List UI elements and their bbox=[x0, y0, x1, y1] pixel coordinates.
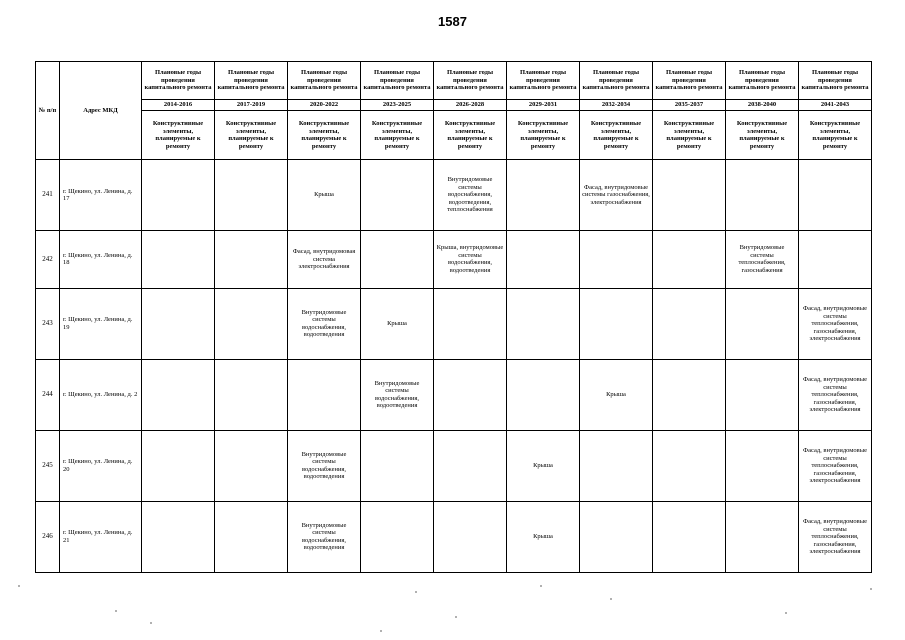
repair-elements-cell bbox=[215, 160, 288, 231]
repair-elements-cell bbox=[507, 160, 580, 231]
repair-elements-cell: Внутридомовые системы водоснабжения, водоотведения bbox=[288, 288, 361, 359]
period-years-header: 2035-2037 bbox=[653, 100, 726, 111]
repair-elements-cell: Внутридомовые системы теплоснабжения, газоснабжения bbox=[726, 231, 799, 289]
row-number: 246 bbox=[36, 501, 60, 572]
repair-elements-cell bbox=[653, 501, 726, 572]
period-title-header: Плановые годы проведения капитального ремонта bbox=[507, 62, 580, 100]
repair-elements-cell: Крыша bbox=[507, 430, 580, 501]
table-row bbox=[36, 288, 872, 359]
row-number: 243 bbox=[36, 288, 60, 359]
row-address: г. Щекино, ул. Ленина, д. 21 bbox=[60, 501, 142, 572]
table-body bbox=[36, 160, 872, 573]
period-years-header: 2020-2022 bbox=[288, 100, 361, 111]
scan-speck bbox=[610, 598, 612, 600]
scan-speck bbox=[870, 588, 872, 590]
scan-speck bbox=[455, 616, 457, 618]
repair-elements-cell bbox=[434, 288, 507, 359]
period-years-header: 2032-2034 bbox=[580, 100, 653, 111]
period-title-header: Плановые годы проведения капитального ремонта bbox=[653, 62, 726, 100]
repair-elements-cell bbox=[726, 288, 799, 359]
repair-elements-cell bbox=[653, 359, 726, 430]
table-row bbox=[36, 501, 872, 572]
row-number: 245 bbox=[36, 430, 60, 501]
repair-elements-cell bbox=[142, 359, 215, 430]
row-address: г. Щекино, ул. Ленина, д. 2 bbox=[60, 359, 142, 430]
repair-elements-cell bbox=[580, 231, 653, 289]
repair-elements-cell bbox=[288, 359, 361, 430]
table-row bbox=[36, 160, 872, 231]
repair-elements-cell bbox=[434, 501, 507, 572]
repair-elements-cell bbox=[726, 430, 799, 501]
period-elements-header: Конструктивные элементы, планируемые к ремонту bbox=[142, 111, 215, 160]
repair-elements-cell bbox=[653, 430, 726, 501]
repair-schedule-table bbox=[35, 61, 872, 573]
period-title-header: Плановые годы проведения капитального ремонта bbox=[580, 62, 653, 100]
repair-elements-cell bbox=[142, 231, 215, 289]
col-address-header: Адрес МКД bbox=[60, 62, 142, 160]
period-title-header: Плановые годы проведения капитального ремонта bbox=[142, 62, 215, 100]
repair-elements-cell bbox=[507, 288, 580, 359]
period-years-header: 2029-2031 bbox=[507, 100, 580, 111]
repair-elements-cell: Фасад, внутридомовая система электроснабжения bbox=[288, 231, 361, 289]
period-elements-header: Конструктивные элементы, планируемые к ремонту bbox=[653, 111, 726, 160]
row-address: г. Щекино, ул. Ленина, д. 17 bbox=[60, 160, 142, 231]
repair-elements-cell bbox=[215, 288, 288, 359]
row-address: г. Щекино, ул. Ленина, д. 20 bbox=[60, 430, 142, 501]
repair-elements-cell: Фасад, внутридомовые системы газоснабжения, электроснабжения bbox=[580, 160, 653, 231]
repair-elements-cell bbox=[580, 501, 653, 572]
repair-elements-cell bbox=[215, 359, 288, 430]
table-row bbox=[36, 359, 872, 430]
period-elements-header: Конструктивные элементы, планируемые к ремонту bbox=[361, 111, 434, 160]
scan-speck bbox=[415, 591, 417, 593]
repair-elements-cell bbox=[361, 501, 434, 572]
scan-speck bbox=[115, 610, 117, 612]
period-elements-header: Конструктивные элементы, планируемые к ремонту bbox=[580, 111, 653, 160]
repair-elements-cell: Фасад, внутридомовые системы теплоснабжения, газоснабжения, электроснабжения bbox=[799, 359, 872, 430]
repair-elements-cell bbox=[726, 359, 799, 430]
scan-speck bbox=[150, 622, 152, 624]
repair-elements-cell: Фасад, внутридомовые системы теплоснабжения, газоснабжения, электроснабжения bbox=[799, 288, 872, 359]
header-row-elements bbox=[36, 111, 872, 160]
repair-elements-cell: Внутридомовые системы водоснабжения, водоотведения bbox=[288, 430, 361, 501]
period-title-header: Плановые годы проведения капитального ремонта bbox=[215, 62, 288, 100]
period-years-header: 2014-2016 bbox=[142, 100, 215, 111]
scan-speck bbox=[18, 585, 20, 587]
repair-elements-cell bbox=[507, 231, 580, 289]
scan-speck bbox=[380, 630, 382, 632]
repair-elements-cell: Крыша bbox=[580, 359, 653, 430]
repair-elements-cell: Крыша bbox=[361, 288, 434, 359]
repair-elements-cell bbox=[215, 501, 288, 572]
repair-elements-cell bbox=[799, 160, 872, 231]
period-title-header: Плановые годы проведения капитального ремонта bbox=[726, 62, 799, 100]
period-years-header: 2017-2019 bbox=[215, 100, 288, 111]
period-title-header: Плановые годы проведения капитального ремонта bbox=[288, 62, 361, 100]
table-row bbox=[36, 430, 872, 501]
repair-elements-cell bbox=[434, 430, 507, 501]
repair-elements-cell bbox=[142, 430, 215, 501]
repair-elements-cell: Фасад, внутридомовые системы теплоснабжения, газоснабжения, электроснабжения bbox=[799, 501, 872, 572]
period-years-header: 2026-2028 bbox=[434, 100, 507, 111]
repair-elements-cell bbox=[580, 288, 653, 359]
repair-elements-cell: Фасад, внутридомовые системы теплоснабжения, газоснабжения, электроснабжения bbox=[799, 430, 872, 501]
row-number: 244 bbox=[36, 359, 60, 430]
repair-elements-cell: Крыша, внутридомовые системы водоснабжения, водоотведения bbox=[434, 231, 507, 289]
period-years-header: 2041-2043 bbox=[799, 100, 872, 111]
repair-elements-cell bbox=[653, 288, 726, 359]
period-elements-header: Конструктивные элементы, планируемые к ремонту bbox=[215, 111, 288, 160]
repair-elements-cell bbox=[361, 160, 434, 231]
repair-elements-cell bbox=[507, 359, 580, 430]
repair-elements-cell: Внутридомовые системы водоснабжения, водоотведения bbox=[288, 501, 361, 572]
page-number: 1587 bbox=[438, 14, 467, 29]
period-title-header: Плановые годы проведения капитального ремонта bbox=[434, 62, 507, 100]
period-title-header: Плановые годы проведения капитального ремонта bbox=[361, 62, 434, 100]
repair-elements-cell bbox=[653, 231, 726, 289]
col-num-header: № п/п bbox=[36, 62, 60, 160]
repair-elements-cell bbox=[580, 430, 653, 501]
row-address: г. Щекино, ул. Ленина, д. 18 bbox=[60, 231, 142, 289]
repair-elements-cell bbox=[142, 288, 215, 359]
table-row bbox=[36, 231, 872, 289]
header-row-years bbox=[36, 100, 872, 111]
repair-elements-cell bbox=[142, 501, 215, 572]
period-title-header: Плановые годы проведения капитального ремонта bbox=[799, 62, 872, 100]
repair-elements-cell bbox=[726, 160, 799, 231]
repair-elements-cell: Крыша bbox=[288, 160, 361, 231]
repair-elements-cell bbox=[215, 231, 288, 289]
period-years-header: 2023-2025 bbox=[361, 100, 434, 111]
repair-elements-cell bbox=[799, 231, 872, 289]
repair-elements-cell bbox=[653, 160, 726, 231]
repair-elements-cell: Внутридомовые системы водоснабжения, водоотведения bbox=[361, 359, 434, 430]
repair-elements-cell bbox=[726, 501, 799, 572]
scan-speck bbox=[785, 612, 787, 614]
row-number: 242 bbox=[36, 231, 60, 289]
period-elements-header: Конструктивные элементы, планируемые к ремонту bbox=[799, 111, 872, 160]
period-elements-header: Конструктивные элементы, планируемые к ремонту bbox=[288, 111, 361, 160]
repair-elements-cell: Внутридомовые системы водоснабжения, водоотведения, теплоснабжения bbox=[434, 160, 507, 231]
repair-elements-cell bbox=[142, 160, 215, 231]
repair-elements-cell bbox=[215, 430, 288, 501]
repair-elements-cell bbox=[361, 430, 434, 501]
period-elements-header: Конструктивные элементы, планируемые к ремонту bbox=[726, 111, 799, 160]
repair-elements-cell bbox=[434, 359, 507, 430]
repair-elements-cell bbox=[361, 231, 434, 289]
period-elements-header: Конструктивные элементы, планируемые к ремонту bbox=[507, 111, 580, 160]
header-row-titles bbox=[36, 62, 872, 100]
repair-elements-cell: Крыша bbox=[507, 501, 580, 572]
period-years-header: 2038-2040 bbox=[726, 100, 799, 111]
row-address: г. Щекино, ул. Ленина, д. 19 bbox=[60, 288, 142, 359]
scan-speck bbox=[540, 585, 542, 587]
period-elements-header: Конструктивные элементы, планируемые к ремонту bbox=[434, 111, 507, 160]
row-number: 241 bbox=[36, 160, 60, 231]
